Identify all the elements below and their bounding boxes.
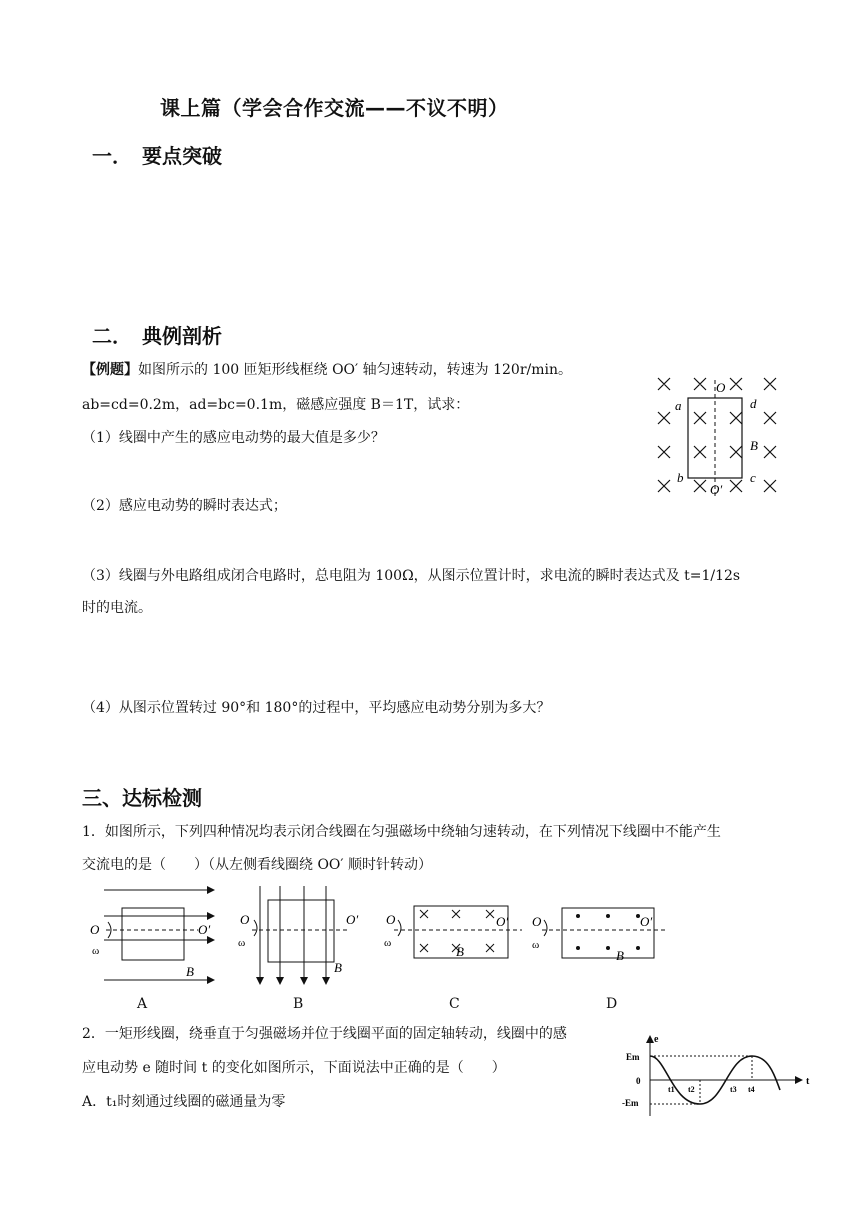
example-line-2: ab=cd=0.2m，ad=bc=0.1m，磁感应强度 B＝1T，试求： — [82, 397, 470, 413]
emf-graph — [620, 1030, 820, 1120]
section-heading-1: 一． 要点突破 — [92, 144, 222, 168]
label-c: c — [750, 470, 756, 485]
example-q1: （1）线圈中产生的感应电动势的最大值是多少？ — [82, 430, 385, 446]
label-b: b — [677, 470, 684, 485]
label-d: d — [750, 396, 757, 411]
label-O: O — [240, 912, 250, 927]
example-figure — [648, 372, 788, 502]
label-negEm: -Em — [622, 1098, 639, 1108]
q2-line-2: 应电动势 e 随时间 t 的变化如图所示，下面说法中正确的是（ ） — [82, 1060, 506, 1076]
example-line-1 — [82, 360, 572, 380]
figure-C — [384, 906, 522, 959]
example-q4: （4）从图示位置转过 90°和 180°的过程中，平均感应电动势分别为多大？ — [82, 700, 551, 716]
page-title: 课上篇（学会合作交流——不议不明） — [160, 96, 509, 120]
section-heading-3: 三、达标检测 — [82, 786, 202, 810]
label-B: B — [616, 948, 624, 963]
figure-B — [238, 886, 358, 984]
axis-label-t: t — [806, 1076, 810, 1087]
q2-option-A: A．t₁时刻通过线圈的磁通量为零 — [82, 1094, 286, 1110]
example-q2: （2）感应电动势的瞬时表达式； — [82, 498, 287, 514]
example-tag: 【例题】 — [82, 362, 138, 378]
label-O-bottom: O′ — [710, 482, 723, 497]
example-text: 如图所示的 100 匝矩形线框绕 OO′ 轴匀速转动，转速为 120r/min。 — [138, 362, 573, 378]
label-B: B — [186, 964, 194, 979]
label-omega: ω — [532, 939, 540, 951]
label-O-prime: O′ — [640, 914, 653, 929]
q2-line-1: 2．一矩形线圈，绕垂直于匀强磁场并位于线圈平面的固定轴转动，线圈中的感 — [82, 1026, 567, 1042]
label-O: O — [532, 914, 542, 929]
option-label-C: C — [449, 996, 460, 1012]
label-t1: t1 — [668, 1085, 675, 1094]
q1-line-1: 1．如图所示，下列四种情况均表示闭合线圈在匀强磁场中绕轴匀速转动，在下列情况下线圈中不能产生 — [82, 824, 721, 840]
label-omega: ω — [238, 937, 246, 949]
example-q3-line2: 时的电流。 — [82, 600, 152, 616]
label-B: B — [750, 438, 758, 453]
q1-line-2: 交流电的是（ ）（从左侧看线圈绕 OO′ 顺时针转动） — [82, 857, 433, 873]
label-O-top: O — [716, 380, 726, 395]
axis-label-e: e — [654, 1034, 659, 1045]
label-omega: ω — [384, 937, 392, 949]
figure-D — [532, 908, 666, 963]
label-B: B — [456, 944, 464, 959]
option-label-A: A — [137, 996, 148, 1012]
label-zero: 0 — [636, 1076, 641, 1086]
label-Em: Em — [626, 1052, 640, 1062]
label-B: B — [334, 960, 342, 975]
label-t3: t3 — [730, 1085, 737, 1094]
option-label-D: D — [606, 996, 618, 1012]
example-q3-line1: （3）线圈与外电路组成闭合电路时，总电阻为 100Ω，从图示位置计时，求电流的瞬时表达式及 t=1/12s — [82, 568, 741, 584]
field-crosses — [658, 378, 776, 492]
label-O-prime: O′ — [346, 912, 359, 927]
label-t4: t4 — [748, 1085, 755, 1094]
label-O-prime: O′ — [198, 922, 211, 937]
option-label-B: B — [293, 996, 304, 1012]
label-a: a — [675, 398, 682, 413]
label-O: O — [90, 922, 100, 937]
label-O-prime: O′ — [496, 914, 509, 929]
section-heading-2: 二． 典例剖析 — [92, 324, 222, 348]
q1-figures — [86, 880, 686, 990]
label-O: O — [386, 912, 396, 927]
label-omega: ω — [92, 945, 100, 957]
figure-A — [90, 890, 214, 980]
label-t2: t2 — [688, 1085, 695, 1094]
